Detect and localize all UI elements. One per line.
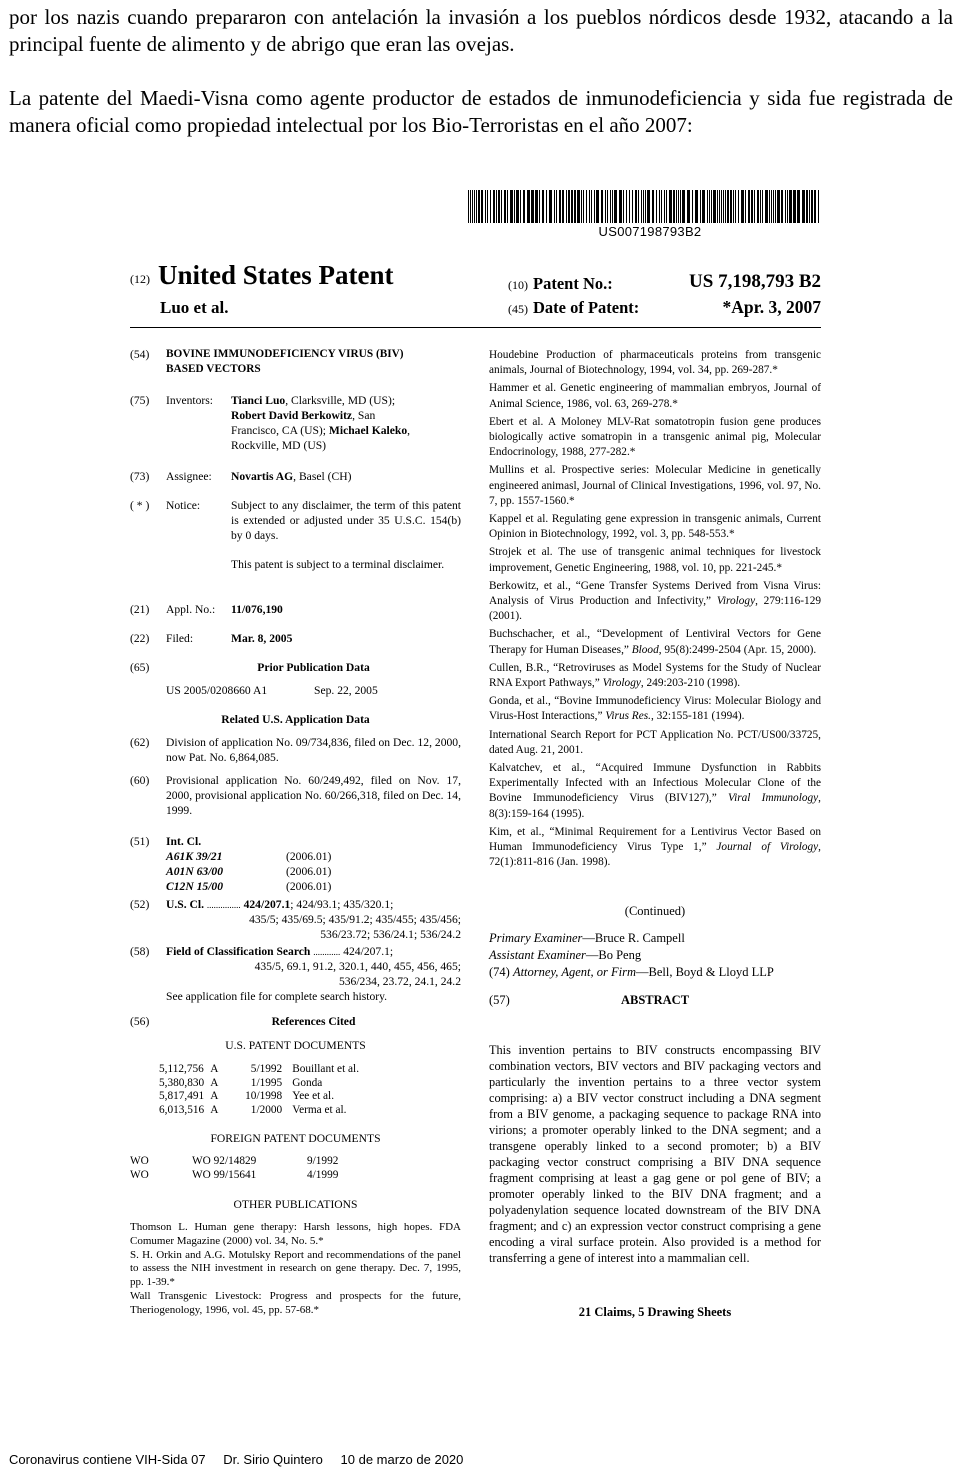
us-patent-num: 6,013,516 (159, 1103, 205, 1116)
barcode-number: US007198793B2 (598, 224, 702, 239)
barcode-bar (814, 190, 816, 223)
us-patent-kind: A (210, 1063, 219, 1075)
barcode-bar (504, 190, 506, 223)
patent-authors: Luo et al. (160, 298, 229, 317)
barcode-bar (527, 190, 530, 223)
barcode-bar (818, 190, 819, 223)
examiners: Primary Examiner—Bruce R. Campell Assistant Examiner—Bo Peng (74) Attorney, Agent, or Firm—Bell, Boyd & Lloyd LLP (489, 931, 774, 979)
barcode-bar (607, 190, 608, 223)
barcode-bar (769, 190, 770, 223)
barcode-bar (481, 190, 483, 223)
ref-item: Ebert et al. A Moloney MLV-Rat somatotropin fusion gene produces biologically active somatropin in a transgenic animal pig, Molecular Endocrinology, 1988, 277-282.* (489, 415, 821, 459)
us-patent-num: 5,817,491 (159, 1090, 205, 1102)
patent-date-row: (45) Date of Patent: *Apr. 3, 2007 (508, 297, 821, 317)
barcode-bar (777, 190, 780, 223)
related-us-heading: Related U.S. Application Data (221, 713, 370, 726)
barcode-bar (468, 190, 469, 223)
barcode-bar (612, 190, 613, 223)
foreign-patent-office: WO (130, 1168, 149, 1181)
foreign-patent-office: WO (130, 1155, 149, 1167)
barcode-bar (811, 190, 813, 223)
footer-title: Coronavirus contiene VIH-Sida 07 (9, 1452, 206, 1467)
barcode-bar (490, 190, 491, 223)
barcode-bar (730, 190, 732, 223)
barcode-bar (498, 190, 500, 223)
ref-item: Mullins et al. Prospective series: Molecular Medicine in genetically engineered animasl, Journal of Clinical Investigations, 1996, vol. 97, No. 7, pp. 1557-1560.* (489, 464, 821, 507)
barcode-bar (549, 190, 552, 223)
barcode-bar (793, 190, 796, 223)
references-continued (489, 348, 821, 874)
barcode-bar (666, 190, 667, 223)
us-patent-table (159, 1063, 359, 1117)
page-footer (9, 1452, 477, 1467)
barcode-bar (546, 190, 547, 223)
us-patent-kind: A (210, 1076, 219, 1089)
ref-item: Cullen, B.R., “Retroviruses as Model Systems for the Study of Nuclear RNA Export Pathways,” Virology, 249:203-210 (1998). (489, 661, 821, 690)
other-pub: S. H. Orkin and A.G. Motulsky Report and recommendations of the panel to assess the NIH investment in research on gene therapy. Dec. 7, 1995, pp. 1-39.* (130, 1248, 461, 1289)
foreign-patent-date: 9/1992 (307, 1155, 339, 1167)
barcode-bar (733, 190, 734, 223)
barcode-bar (542, 190, 544, 223)
barcode-bar (781, 190, 783, 223)
barcode-bar (635, 190, 637, 223)
barcode-bar (554, 190, 555, 223)
us-patent-num: 5,380,830 (159, 1076, 205, 1089)
barcode-bar (771, 190, 772, 223)
barcode-bar (493, 190, 495, 223)
barcode-bar (809, 190, 810, 223)
barcode-bar (510, 190, 513, 223)
barcode-bar (470, 190, 471, 223)
ref-item: Kappel et al. Regulating gene expression in transgenic animals, Current Opinion in Biotechnology, 1992, vol. 3, pp. 548-553.* (489, 513, 821, 541)
barcode-bar (577, 190, 580, 223)
claims-summary: 21 Claims, 5 Drawing Sheets (578, 1305, 732, 1319)
us-patent-name: Verma et al. (292, 1103, 347, 1116)
barcode-bar (721, 190, 722, 223)
abstract-heading-row: (57) ABSTRACT (489, 993, 690, 1007)
foreign-patent-num: WO 99/15641 (192, 1168, 257, 1181)
ref-item: Houdebine Production of pharmaceuticals proteins from transgenic animals, Journal of Biotechnology, 1994, vol. 34, pp. 269-287.* (489, 349, 821, 377)
barcode-bar (566, 190, 567, 223)
barcode-bar (586, 190, 587, 223)
barcode-bar (713, 190, 716, 223)
barcode-bar (711, 190, 712, 223)
barcode-bar (574, 190, 576, 223)
barcode-bar (605, 190, 606, 223)
barcode-bar (614, 190, 617, 223)
barcode-bar (787, 190, 788, 223)
header-divider (130, 327, 821, 328)
continued-label: (Continued) (624, 904, 686, 918)
ref-item: Strojek et al. The use of transgenic animal techniques for livestock improvement, Genetic Engineering, 1988, vol. 10, pp. 221-245.* (489, 546, 821, 574)
ref-item: Kalvatchev, et al., “Acquired Immune Dysfunction in Rabbits Experimentally Infected with an Infectious Molecular Clone of the Bovine Immunodeficiency Virus (BIV127),” Viral Immunology, 8(3):159-164 (1995). (489, 762, 821, 820)
barcode-bar (559, 190, 561, 223)
barcode-bar (619, 190, 622, 223)
barcode-bar (678, 190, 679, 223)
barcode-bar (797, 190, 800, 223)
us-patent-date: 1/1995 (250, 1076, 283, 1089)
us-patent-date: 1/2000 (250, 1103, 283, 1116)
foreign-patent-row (130, 1155, 338, 1169)
barcode-bar (762, 190, 763, 223)
ref-item: Berkowitz, et al., “Gene Transfer Systems Derived from Visna Virus: Analysis of Virus Production and Infectivity,” Virology, 279:116-129 (2001). (489, 579, 821, 623)
barcode-bar (735, 190, 736, 223)
barcode-bar (692, 190, 693, 223)
barcode-bar (601, 190, 603, 223)
barcode-bar (562, 190, 564, 223)
barcode-bar (656, 190, 657, 223)
abstract-text: This invention pertains to BIV constructs encompassing BIV combination vectors, BIV vectors and BIV packaging vectors and particularly the invention pertains to a three vector system comprising: a) a BIV vector construct including a DNA segment from a BIV genome, a packaging sequence to package RNA into virions; a promoter operably linked to the DNA segment; and a transgene operably linked to a second promoter; b) a BIV packaging vector construct comprising a BIV DNA sequence fragment comprising at least a gag gene or pol gene of BIV; a promoter operably linked to the BIV DNA fragment; and a polyadenylation sequence located downstream of the BIV DNA fragment; and c) an expression vector construct comprising a gene encoding a viral surface protein. Also provided is a method for transferring a gene of interest into a mammalian cell. (489, 1043, 821, 1265)
us-patent-name: Gonda (292, 1076, 323, 1089)
barcode-bar (757, 190, 759, 223)
ref-item: International Search Report for PCT Application No. PCT/US00/33725, dated Aug. 21, 2001. (489, 728, 821, 756)
barcode-bar (725, 190, 726, 223)
barcode-bar (727, 190, 729, 223)
barcode-bar (676, 190, 677, 223)
us-patent-name: Yee et al. (292, 1090, 335, 1102)
barcode-bar (632, 190, 633, 223)
barcode-bar (741, 190, 744, 223)
barcode-bar (647, 190, 650, 223)
barcode-bar (629, 190, 630, 223)
barcode-bar (610, 190, 611, 223)
barcode-bar (583, 190, 584, 223)
us-patent-num: 5,112,756 (159, 1063, 204, 1075)
ref-item: Buchschacher, et al., “Development of Lentiviral Vectors for Gene Therapy for Human Diseases,” Blood, 95(8):2499-2504 (Apr. 15, 2000). (489, 628, 821, 656)
barcode-bar (789, 190, 792, 223)
us-docs-heading: U.S. PATENT DOCUMENTS (225, 1039, 366, 1052)
intro-paragraph-1: por los nazis cuando prepararon con antelación la invasión a los pueblos nórdicos desde 1932, atacando a la principal fuente de alimento y de abrigo que eran las ovejas. (9, 5, 953, 56)
barcode-bar (659, 190, 660, 223)
us-patent-row (159, 1090, 359, 1104)
barcode-bar (664, 190, 665, 223)
barcode-bar (507, 190, 508, 223)
barcode-bar (571, 190, 573, 223)
patent-date: *Apr. 3, 2007 (722, 297, 821, 317)
barcode-bar (581, 190, 582, 223)
barcode-bar (745, 190, 746, 223)
barcode-bar (652, 190, 654, 223)
patent-number-row: (10) Patent No.: US 7,198,793 B2 (508, 271, 821, 293)
barcode-bar (501, 190, 502, 223)
us-patent-date: 10/1998 (245, 1090, 283, 1102)
barcode-bar (638, 190, 639, 223)
barcode-bar (485, 190, 486, 223)
barcode-bar (717, 190, 718, 223)
us-patent-date: 5/1992 (250, 1063, 283, 1075)
ref-item: Gonda, et al., “Bovine Immunodeficiency Virus: Molecular Biology and Virus-Host Interactions,” Virus Res., 32:155-181 (1994). (489, 695, 821, 723)
barcode-bar (556, 190, 557, 223)
us-patent-row (159, 1077, 359, 1091)
ref-item: Hammer et al. Genetic engineering of mammalian embryos, Journal of Animal Science, 1986, vol. 63, 269-278.* (489, 382, 821, 410)
barcode (468, 190, 821, 223)
barcode-bar (589, 190, 590, 223)
barcode-bar (535, 190, 538, 223)
barcode-bar (806, 190, 808, 223)
us-patent-row (159, 1104, 359, 1118)
barcode-bar (661, 190, 662, 223)
us-patent-kind: A (210, 1090, 219, 1102)
barcode-bar (516, 190, 519, 223)
barcode-bar (496, 190, 497, 223)
barcode-bar (802, 190, 805, 223)
barcode-bar (669, 190, 672, 223)
footer-author: Dr. Sirio Quintero (223, 1452, 323, 1467)
barcode-bar (645, 190, 646, 223)
barcode-bar (478, 190, 480, 223)
barcode-bar (754, 190, 755, 223)
barcode-bar (687, 190, 690, 223)
barcode-bar (596, 190, 599, 223)
barcode-bar (775, 190, 776, 223)
barcode-bar (723, 190, 724, 223)
barcode-bar (643, 190, 644, 223)
barcode-bar (682, 190, 685, 223)
barcode-bar (626, 190, 627, 223)
barcode-bar (472, 190, 473, 223)
barcode-bar (514, 190, 515, 223)
patent-number: US 7,198,793 B2 (689, 271, 821, 292)
us-patent-kind: A (210, 1103, 219, 1116)
barcode-bar (695, 190, 698, 223)
barcode-bar (474, 190, 475, 223)
barcode-bar (568, 190, 570, 223)
barcode-bar (738, 190, 739, 223)
patent-title: (12) United States Patent (130, 260, 394, 290)
foreign-patent-row (130, 1169, 338, 1183)
barcode-bar (785, 190, 786, 223)
barcode-bar (700, 190, 701, 223)
barcode-bar (765, 190, 768, 223)
foreign-docs-heading: FOREIGN PATENT DOCUMENTS (210, 1132, 381, 1145)
barcode-bar (773, 190, 774, 223)
barcode-bar (623, 190, 624, 223)
barcode-bar (523, 190, 525, 223)
barcode-bar (591, 190, 592, 223)
barcode-bar (641, 190, 642, 223)
ref-item: Kim, et al., “Minimal Requirement for a Lentivirus Vector Based on Human Immunodeficiency Virus Type 1,” Journal of Virology, 72(1):811-816 (Jan. 1998). (489, 825, 821, 869)
other-pubs-heading: OTHER PUBLICATIONS (233, 1198, 358, 1211)
patent-image: US007198793B2 (12) United States Patent Luo et al. (10) Patent No.: US 7,198,793 B2 (45) Date of Patent: *Apr. 3, 2007 (54) BOVINE IMMUNODEFICIENCY VIRUS (BIV) BASED VECTORS (75) Inventors: Tianci Luo, Clarksville, MD (US); Robert David Berkowitz, San Francisco, CA (US); Michael Kaleko, Rockville, MD (US) (73) Assignee: Novartis AG, Basel (CH) ( * ) Notice: Subject to any disclaimer, the term of this patent is extended or adjusted under 35 U.S.C. 154(b) by 0 days. This patent is subject to a terminal disclaimer. (21) Appl. No.: 11/076,190 (22) Filed: Mar. 8, 2005 (65) Prior Publication Data US 2005/0208660 A1 Sep. 22, 2005 Related U.S. Application Data (62) Division of application No. 09/734,836, filed on Dec. 12, 2000, now Pat. No. 6,864,085. (60) Provisional application No. 60/249,492, filed on Nov. 17, 2000, provisional application No. 60/266,318, filed on Dec. 14, 1999. (51) Int. Cl. A61K 39/21 (2006.01) A01N 63/00 (2006.01) C12N 15/00 (2006.01) (52) U.S. Cl. ............... 424/207.1; 424/93.1; 435/320.1; 435/5; 435/69.5; 435/91.2; 435/455; 435/456; 536/23.72; 536/24.1; 536/24.2 (58) Field of Classification Search ............ 424/207.1; 435/5, 69.1, 91.2, 320.1, 440, 455, 456, 465; 536/234, 23.72, 24.1, 24.2 See application file for complete search history. (56) References Cited U.S. PATENT DOCUMENTS 5,112,756 A 5/1992 Bouillant et al. 5,380,830 A 1/1995 Gonda 5,817,491 A 10/1998 Yee et al. 6,013,516 A 1/2000 Verma et al. FOREIGN PATENT DOCUMENTS WO WO 92/14829 9/1992 WO WO 99/15641 4/1999 OTHER PUBLICATIONS Thomson L. Human gene therapy: Harsh lessons, high hopes. FDA Comumer Magazine (2000) vol. 34, No. 5.* S. H. Orkin and A.G. Motulsky Report and recommendations of the panel to assess the NIH investment in research on gene therapy. Dec. 7, 1995, pp. 1-39.* Wall Transgenic Livestock: Progress and prospects for the future, Theriogenology, 1996, vol. 45, pp. 57-68.* Houdebine Production of pharmaceuticals proteins from transgenic animals, Journal of Biotechnology, 1994, vol. 34, pp. 269-287.* Hammer et al. Genetic engineering of mammalian embryos, Journal of Animal Science, 1986, vol. 63, 269-278.* Ebert et al. A Moloney MLV-Rat somatotropin fusion gene produces biologically active somatropin in a transgenic animal pig, Molecular Endocrinology, 1988, 277-282.* Mullins et al. Prospective series: Molecular Medicine in genetically engineered animasl, Journal of Clinical Investigations, 1996, vol. 97, No. 7, pp. 1557-1560.* Kappel et al. Regulating gene expression in transgenic animals, Current Opinion in Biotechnology, 1992, vol. 3, pp. 548-553.* Strojek et al. The use of transgenic animal techniques for livestock improvement, Genetic Engineering, 1988, vol. 10, pp. 221-245.* Berkowitz, et al., “Gene Transfer Systems Derived from Visna Virus: Analysis of Virus Production and Infectivity,” Virology, 279:116-129 (2001). Buchschacher, et al., “Development of Lentiviral Vectors for Gene Therapy for Human Diseases,” Blood, 95(8):2499-2504 (Apr. 15, 2000). Cullen, B.R., “Retroviruses as Model Systems for the Study of Nuclear RNA Export Pathways,” Virology, 249:203-210 (1998). Gonda, et al., “Bovine Immunodeficiency Virus: Molecular Biology and Virus-Host Interactions,” Virus Res., 32:155-181 (1994). International Search Report for PCT Application No. PCT/US00/33725, dated Aug. 21, 2001. Kalvatchev, et al., “Acquired Immune Dysfunction in Rabbits Experimentally Infected with an Infectious Molecular Clone of the Bovine Immunodeficiency Virus (BIV127),” Viral Immunology, 8(3):159-164 (1995). Kim, et al., “Minimal Requirement for a Lentivirus Vector Based on Human Immunodeficiency Virus Type 1,” Journal of Virology, 72(1):811-816 (Jan. 1998). (Continued) Primary Examiner—Bruce R. Campell Assistant Examiner—Bo Peng (74) Attorney, Agent, or Firm—Bell, Boyd & Lloyd LLP (57) ABSTRACT This invention pertains to BIV constructs encompassing BIV combination vectors, BIV vectors and BIV packaging vectors and particularly the invention pertains to a three vector system comprising: a) a BIV vector construct including a DNA segment from a BIV genome, a packaging sequence to package RNA into virions; a promoter operably linked to the DNA segment; and a transgene operably linked to a second promoter; b) a BIV packaging vector construct comprising a BIV DNA sequence fragment comprising at least a gag gene or pol gene of BIV; a promoter operably linked to the BIV DNA fragment; and a polyadenylation sequence located downstream of the BIV DNA fragment; and c) an expression vector construct comprising a gene encoding a viral surface protein. Also provided is a method for transferring a gene of interest into a mammalian cell. 21 Claims, 5 Drawing Sheets (0, 0, 963, 1464)
foreign-patent-num: WO 92/14829 (192, 1155, 257, 1167)
barcode-bar (476, 190, 477, 223)
barcode-bar (531, 190, 534, 223)
barcode-bar (751, 190, 753, 223)
other-pubs-list (130, 1221, 461, 1318)
foreign-patent-table (130, 1155, 338, 1182)
barcode-bar (487, 190, 488, 223)
foreign-patent-date: 4/1999 (307, 1168, 339, 1181)
barcode-bar (748, 190, 750, 223)
barcode-bar (539, 190, 540, 223)
us-patent-name: Bouillant et al. (292, 1063, 360, 1075)
barcode-bar (707, 190, 708, 223)
barcode-bar (719, 190, 720, 223)
barcode-bar (594, 190, 595, 223)
footer-date: 10 de marzo de 2020 (340, 1452, 464, 1467)
intro-paragraph-2: La patente del Maedi-Visna como agente productor de estados de inmunodeficiencia y sida fue registrada de manera oficial como propiedad intelectual por los Bio-Terroristas en el año 2007: (9, 86, 953, 137)
barcode-bar (702, 190, 705, 223)
us-patent-row (159, 1063, 359, 1077)
other-pub: Thomson L. Human gene therapy: Harsh lessons, high hopes. FDA Comumer Magazine (2000) vol. 34, No. 5.* (130, 1221, 461, 1247)
barcode-bar (520, 190, 521, 223)
barcode-bar (709, 190, 710, 223)
barcode-bar (760, 190, 761, 223)
other-pub: Wall Transgenic Livestock: Progress and prospects for the future, Theriogenology, 1996, vol. 45, pp. 57-68.* (130, 1289, 461, 1316)
barcode-bar (680, 190, 681, 223)
barcode-bar (673, 190, 675, 223)
